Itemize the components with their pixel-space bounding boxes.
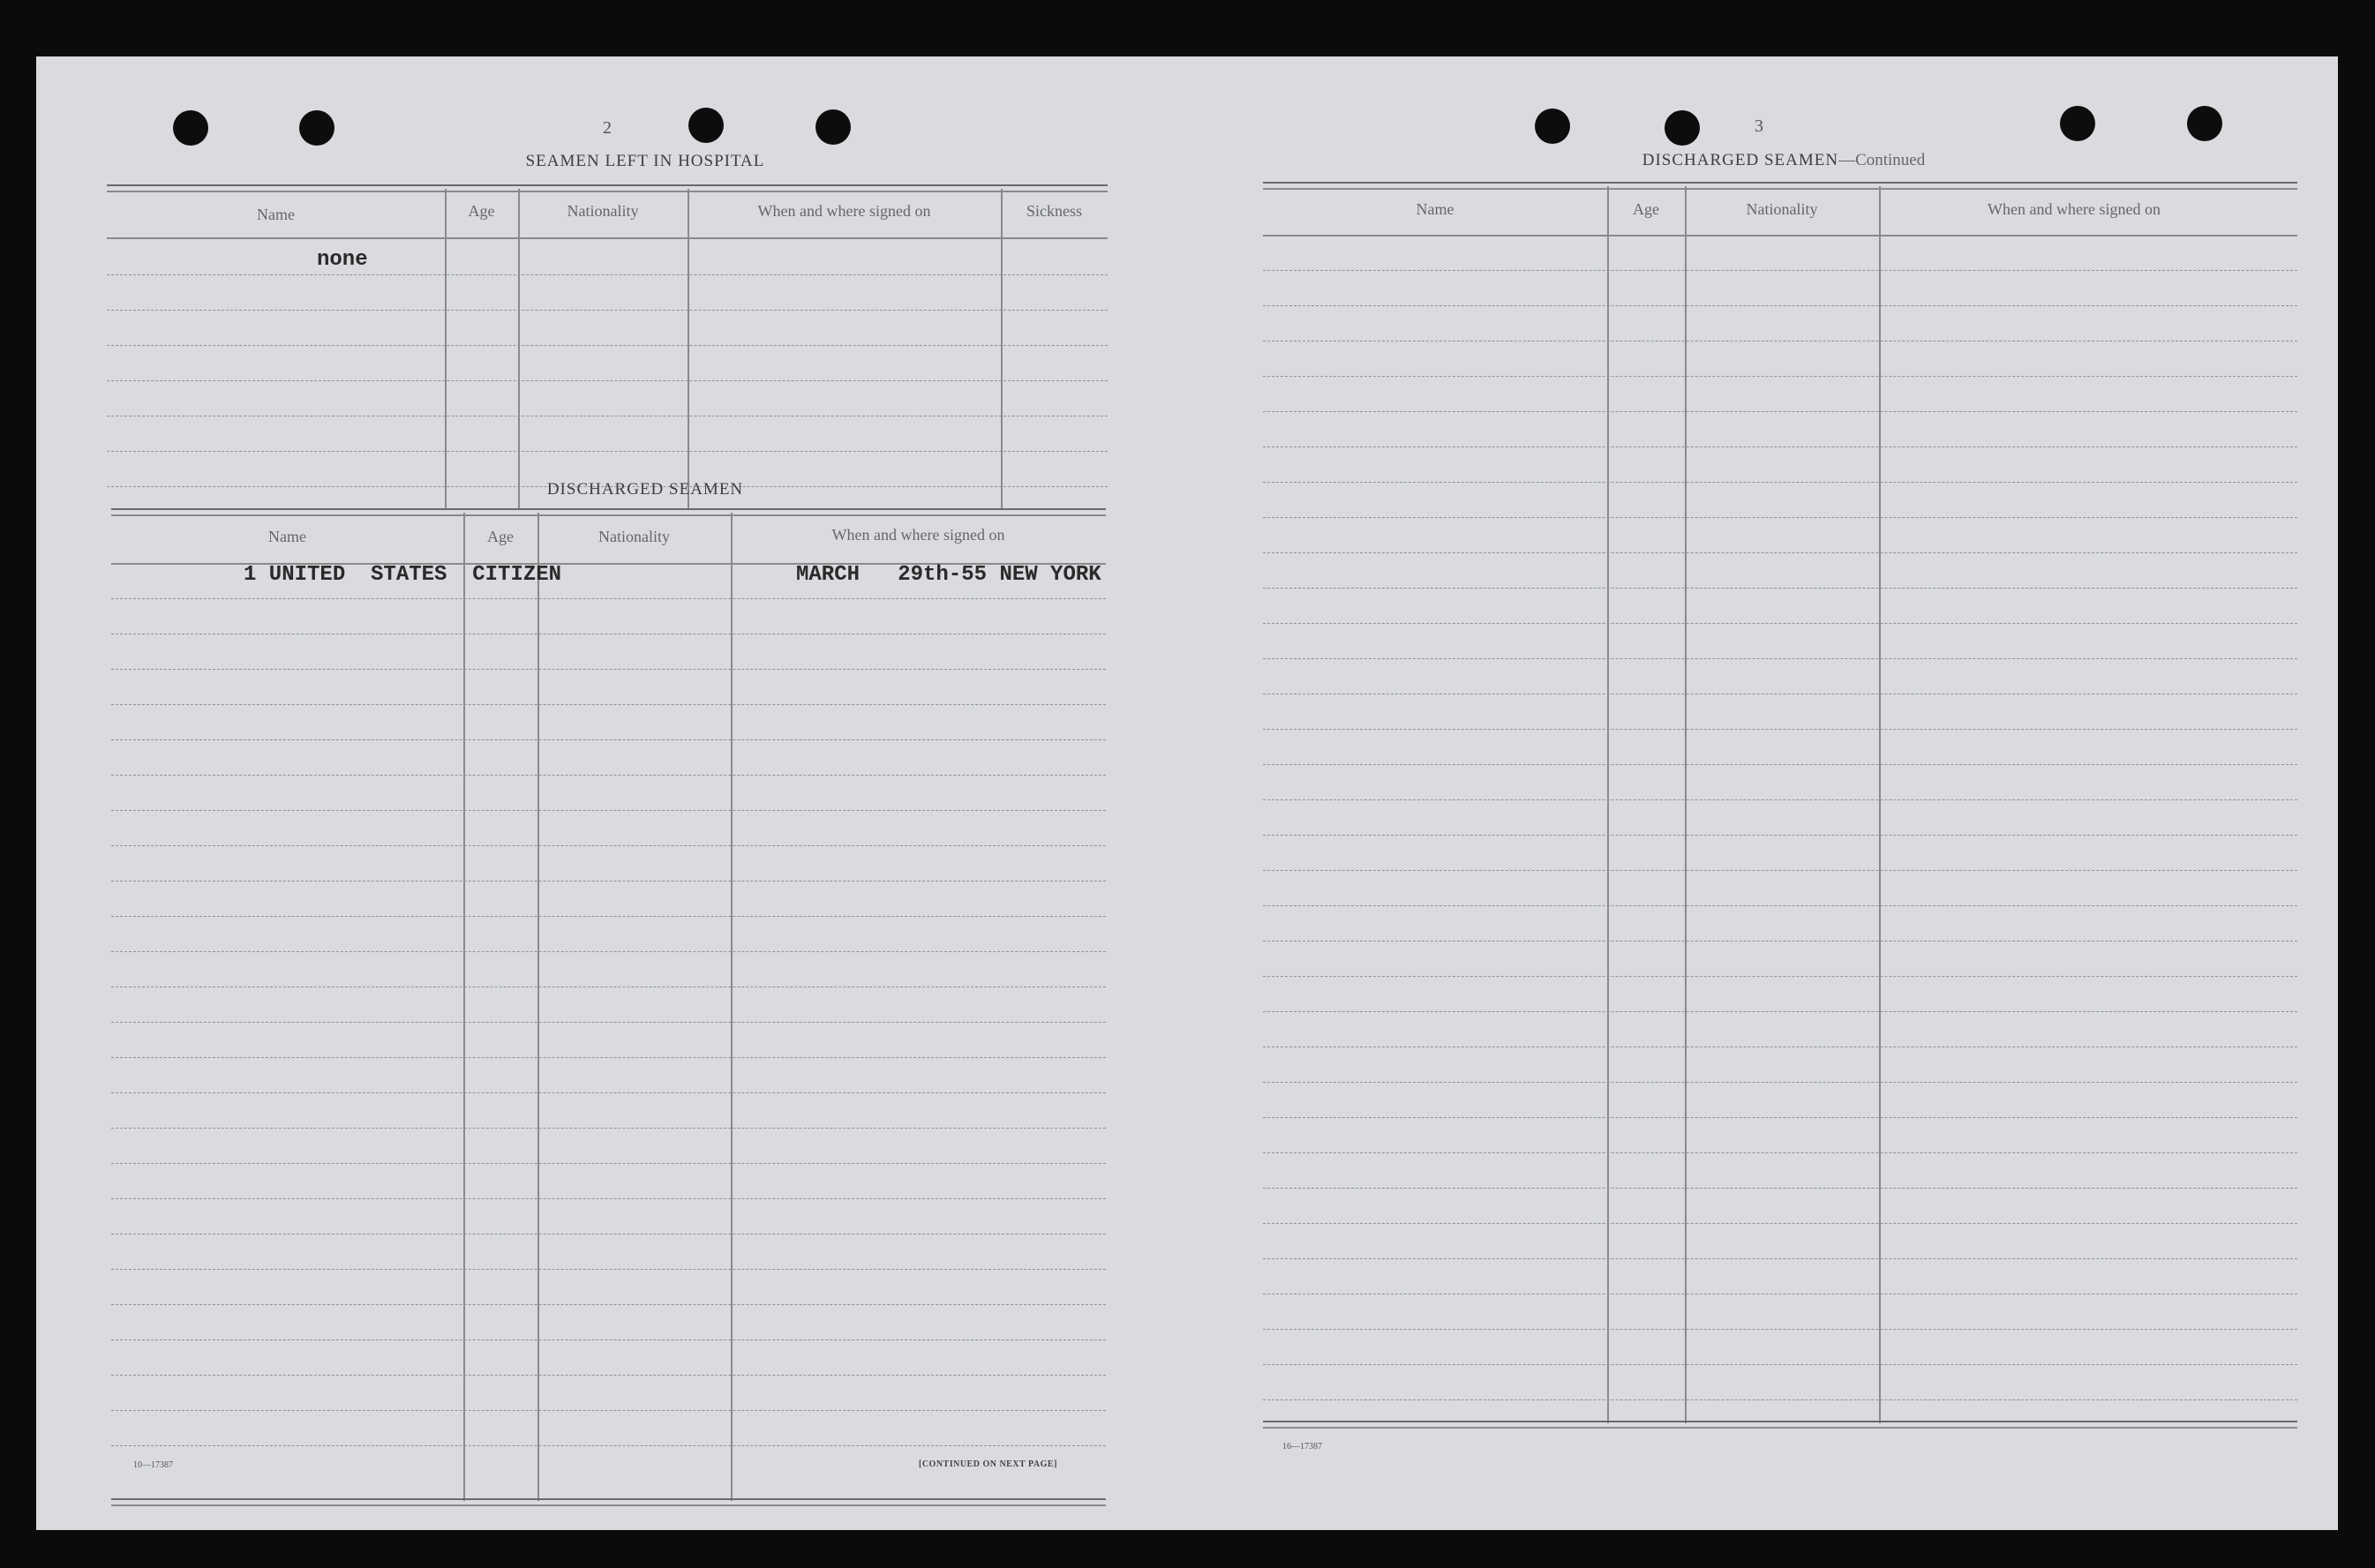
column-divider: [518, 189, 520, 508]
row-rule: [1263, 941, 2297, 942]
discharged-table: [111, 508, 1106, 1505]
row-rule: [111, 845, 1106, 846]
row-rule: [111, 951, 1106, 952]
discharged-entry-signed-on: MARCH 29th-55 NEW YORK: [796, 563, 1101, 587]
row-rule: [111, 1375, 1106, 1376]
column-divider: [1607, 186, 1609, 1423]
hospital-section-title: SEAMEN LEFT IN HOSPITAL: [525, 152, 765, 170]
header-top-rule: [1263, 182, 2297, 190]
row-rule: [1263, 764, 2297, 765]
column-divider: [1001, 189, 1003, 508]
row-rule: [111, 1410, 1106, 1411]
row-rule: [111, 739, 1106, 740]
row-rule: [1263, 1223, 2297, 1224]
column-divider: [1685, 186, 1687, 1423]
row-rule: [1263, 976, 2297, 977]
row-rule: [111, 810, 1106, 811]
table-bottom-rule: [111, 1498, 1106, 1506]
row-rule: [1263, 1082, 2297, 1083]
row-rule: [1263, 658, 2297, 659]
column-divider: [463, 513, 465, 1501]
row-rule: [1263, 870, 2297, 871]
page-number: 3: [1755, 116, 1763, 136]
col-header-name: Name: [257, 206, 295, 223]
row-rule: [111, 881, 1106, 882]
row-rule: [1263, 1399, 2297, 1400]
punch-hole: [1665, 110, 1700, 146]
row-rule: [1263, 1329, 2297, 1330]
col-header-age: Age: [1633, 200, 1659, 218]
discharged-section-title: DISCHARGED SEAMEN: [546, 480, 744, 499]
row-rule: [111, 1163, 1106, 1164]
col-header-age: Age: [468, 202, 495, 220]
punch-hole: [173, 110, 208, 146]
hospital-table: [107, 184, 1108, 511]
header-top-rule: [111, 508, 1106, 516]
header-top-rule: [107, 184, 1108, 192]
header-bottom-rule: [1263, 235, 2297, 236]
row-rule: [111, 669, 1106, 670]
row-rule: [111, 704, 1106, 705]
continued-note: [CONTINUED ON NEXT PAGE]: [919, 1459, 1057, 1469]
title-suffix: —Continued: [1838, 151, 1926, 169]
column-divider: [1879, 186, 1881, 1423]
col-header-signed-on: When and where signed on: [757, 202, 931, 220]
row-rule: [111, 598, 1106, 599]
row-rule: [1263, 270, 2297, 271]
column-divider: [445, 189, 447, 508]
col-header-sickness: Sickness: [1026, 202, 1082, 220]
column-divider: [537, 513, 539, 1501]
punch-hole: [2060, 106, 2095, 141]
row-rule: [1263, 729, 2297, 730]
punch-hole: [2187, 106, 2222, 141]
row-rule: [111, 1339, 1106, 1340]
row-rule: [107, 380, 1108, 381]
row-rule: [111, 916, 1106, 917]
punch-hole: [688, 108, 724, 143]
row-rule: [1263, 482, 2297, 483]
row-rule: [111, 1198, 1106, 1199]
hospital-entry-name: none: [317, 248, 368, 272]
row-rule: [111, 1128, 1106, 1129]
page-number: 2: [603, 118, 612, 138]
row-rule: [1263, 517, 2297, 518]
row-rule: [1263, 1011, 2297, 1012]
row-rule: [1263, 588, 2297, 589]
row-rule: [1263, 1258, 2297, 1259]
discharged-continued-table: [1263, 182, 2297, 1497]
title-text: DISCHARGED SEAMEN: [1642, 151, 1839, 169]
col-header-signed-on: When and where signed on: [831, 526, 1005, 544]
row-rule: [1263, 305, 2297, 306]
row-rule: [107, 345, 1108, 346]
column-divider: [731, 513, 733, 1501]
row-rule: [1263, 376, 2297, 377]
row-rule: [1263, 1117, 2297, 1118]
row-rule: [111, 1304, 1106, 1305]
row-rule: [107, 310, 1108, 311]
row-rule: [1263, 411, 2297, 412]
discharged-entry-name: 1 UNITED STATES CITIZEN: [244, 563, 562, 587]
col-header-age: Age: [487, 528, 514, 545]
header-bottom-rule: [107, 237, 1108, 239]
row-rule: [1263, 1364, 2297, 1365]
row-rule: [111, 1269, 1106, 1270]
row-rule: [1263, 905, 2297, 906]
row-rule: [111, 775, 1106, 776]
row-rule: [111, 1057, 1106, 1058]
row-rule: [1263, 835, 2297, 836]
row-rule: [1263, 446, 2297, 447]
row-rule: [107, 274, 1108, 275]
punch-hole: [1535, 109, 1570, 144]
column-divider: [688, 189, 689, 508]
row-rule: [107, 451, 1108, 452]
row-rule: [1263, 1188, 2297, 1189]
row-rule: [1263, 623, 2297, 624]
row-rule: [111, 1022, 1106, 1023]
col-header-nationality: Nationality: [567, 202, 639, 220]
col-header-nationality: Nationality: [598, 528, 670, 545]
punch-hole: [815, 109, 851, 145]
form-number: 10—17387: [133, 1460, 173, 1470]
discharged-continued-title: [1501, 151, 2066, 170]
row-rule: [1263, 1152, 2297, 1153]
form-number: 16—17387: [1282, 1442, 1322, 1452]
col-header-nationality: Nationality: [1746, 200, 1818, 218]
table-bottom-rule: [1263, 1421, 2297, 1429]
row-rule: [1263, 799, 2297, 800]
row-rule: [1263, 552, 2297, 553]
punch-hole: [299, 110, 334, 146]
row-rule: [111, 1092, 1106, 1093]
col-header-signed-on: When and where signed on: [1988, 200, 2161, 218]
col-header-name: Name: [1416, 200, 1454, 218]
row-rule: [111, 1445, 1106, 1446]
col-header-name: Name: [268, 528, 306, 545]
document-sheet: [36, 56, 2338, 1530]
